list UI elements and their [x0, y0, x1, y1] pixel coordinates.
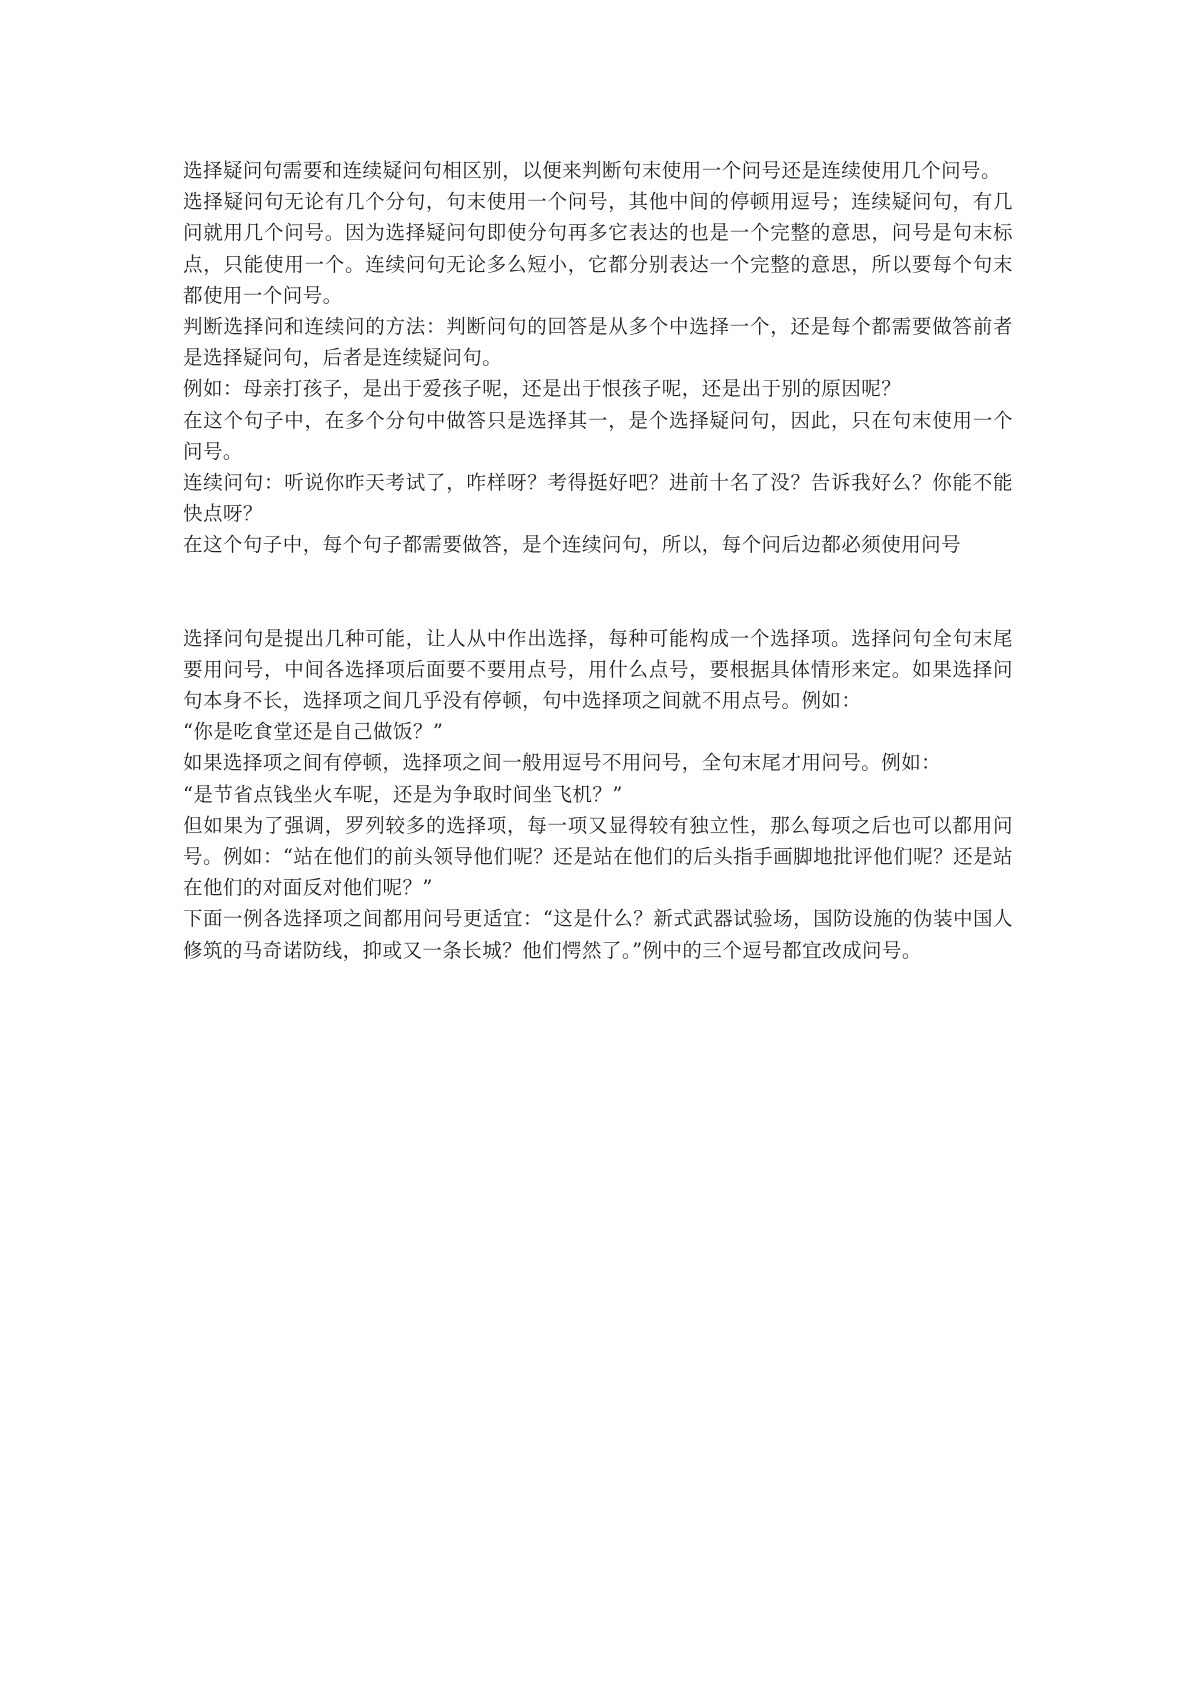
paragraph: 例如：母亲打孩子，是出于爱孩子呢，还是出于恨孩子呢，还是出于别的原因呢？: [183, 377, 902, 401]
paragraph: 如果选择项之间有停顿，选择项之间一般用逗号不用问号，全句末尾才用问号。例如：: [183, 751, 942, 775]
paragraph: 但如果为了强调，罗列较多的选择项，每一项又显得较有独立性，那么每项之后也可以都用问号。例如：“站在他们的前头领导他们呢？还是站在他们的后头指手画脚地批评他们呢？还是站在他们的对面反对他们呢？”: [183, 813, 1013, 900]
paragraph: 判断选择问和连续问的方法：判断问句的回答是从多个中选择一个，还是每个都需要做答前者是选择疑问句，后者是连续疑问句。: [183, 315, 1013, 370]
section-gap: [183, 561, 1013, 623]
paragraph: 下面一例各选择项之间都用问号更适宜：“这是什么？新式武器试验场，国防设施的伪装中国人修筑的马奇诺防线，抑或又一条长城？他们愕然了。”例中的三个逗号都宜改成问号。: [183, 907, 1013, 962]
quoted-example: “你是吃食堂还是自己做饭？”: [183, 720, 444, 744]
paragraph: 在这个句子中，每个句子都需要做答，是个连续问句，所以，每个问后边都必须使用问号: [183, 533, 962, 557]
document-page: [183, 155, 1013, 966]
paragraph: 在这个句子中，在多个分句中做答只是选择其一，是个选择疑问句，因此，只在句末使用一个问号。: [183, 408, 1013, 463]
quoted-example: “是节省点钱坐火车呢，还是为争取时间坐飞机？”: [183, 782, 623, 806]
paragraph: 选择疑问句无论有几个分句，句末使用一个问号，其他中间的停顿用逗号；连续疑问句，有几问就用几个问号。因为选择疑问句即使分句再多它表达的也是一个完整的意思，问号是句末标点，只能使用一个。连续问句无论多么短小，它都分别表达一个完整的意思，所以要每个句末都使用一个问号。: [183, 190, 1013, 307]
paragraph: 选择疑问句需要和连续疑问句相区别，以便来判断句末使用一个问号还是连续使用几个问号。: [183, 159, 1001, 182]
paragraph: 连续问句：听说你昨天考试了，咋样呀？考得挺好吧？进前十名了没？告诉我好么？你能不能快点呀？: [183, 471, 1013, 526]
paragraph: 选择问句是提出几种可能，让人从中作出选择，每种可能构成一个选择项。选择问句全句末尾要用问号，中间各选择项后面要不要用点号，用什么点号，要根据具体情形来定。如果选择问句本身不长，选择项之间几乎没有停顿，句中选择项之间就不用点号。例如：: [183, 626, 1013, 713]
